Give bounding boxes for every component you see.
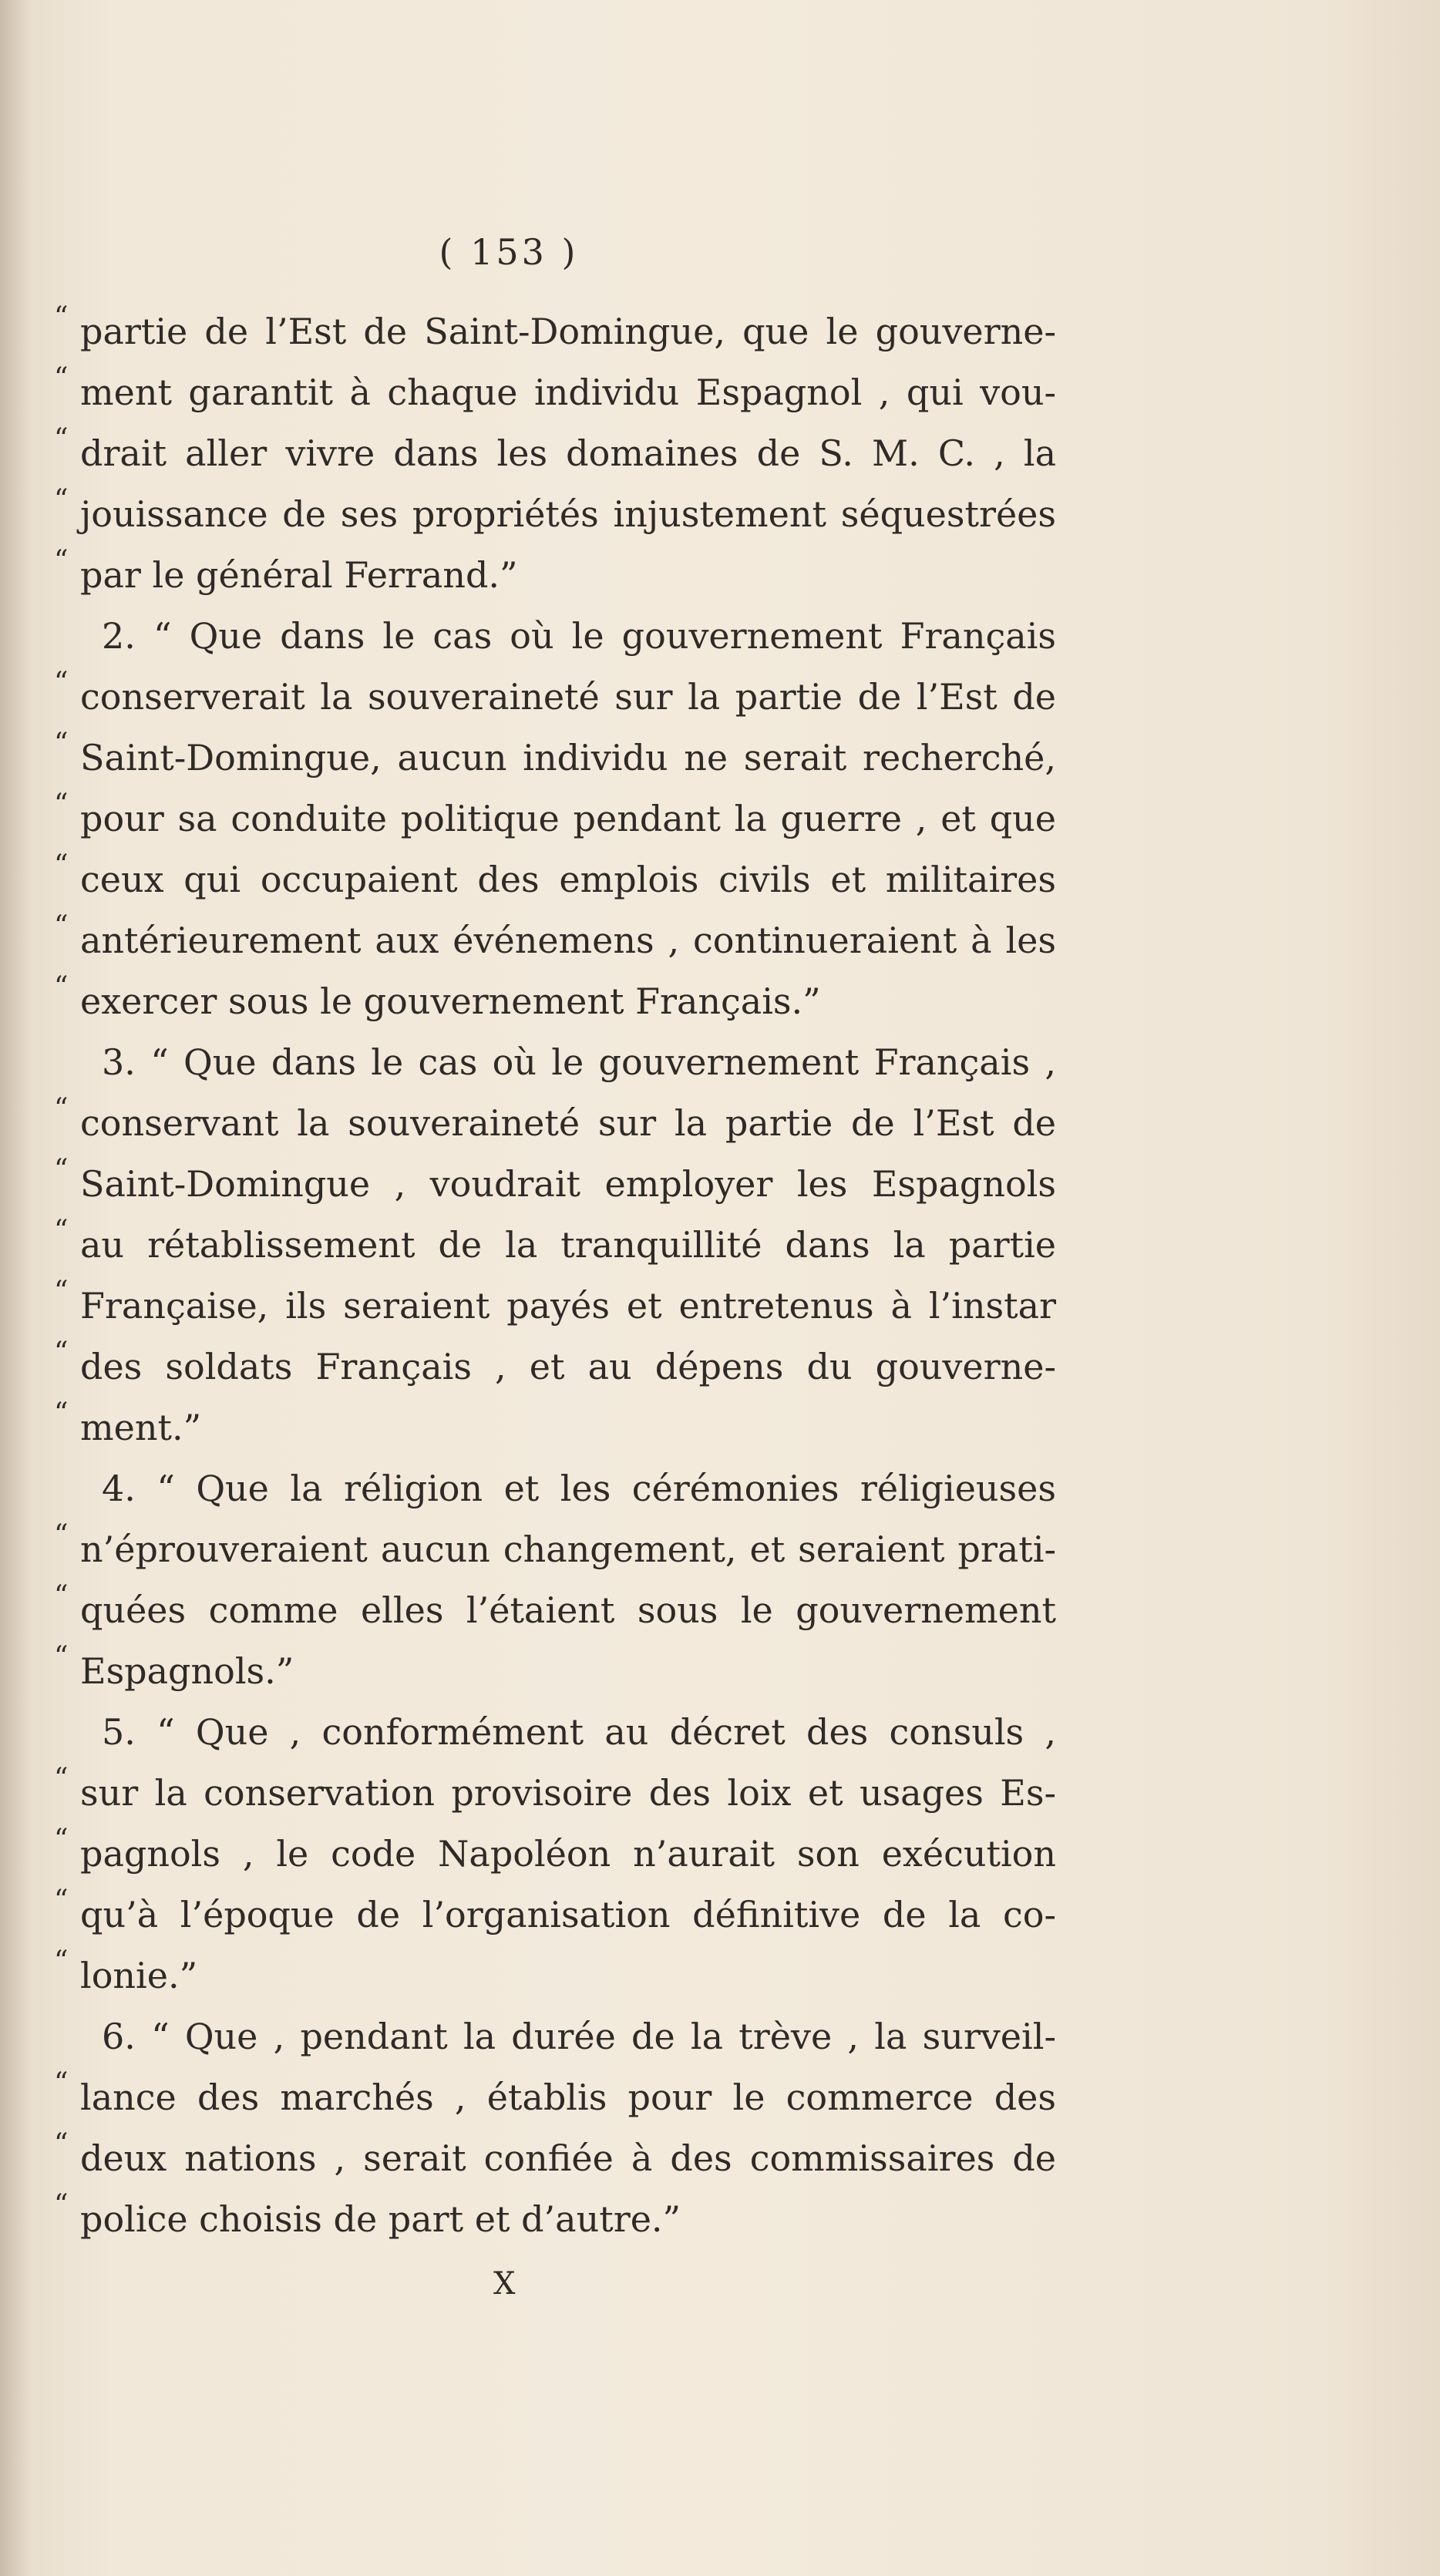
line-text: antérieurement aux événemens , continueraient à les	[80, 919, 1056, 961]
line-text: Saint-Domingue, aucun individu ne serait recherché,	[80, 736, 1056, 779]
line-text: pour sa conduite politique pendant la guerre , et que	[80, 797, 1056, 839]
quote-mark: “	[54, 1641, 69, 1673]
quote-mark: “	[54, 2067, 69, 2099]
quote-mark: “	[54, 910, 69, 942]
line-text: Espagnols.”	[80, 1650, 294, 1692]
line-text: Saint-Domingue , voudrait employer les Espagnols	[80, 1162, 1056, 1205]
quote-mark: “	[54, 789, 69, 820]
line-text: par le général Ferrand.”	[80, 553, 518, 596]
text-line	[54, 1579, 1056, 1640]
quote-mark: “	[54, 1093, 69, 1125]
quote-mark: “	[54, 1945, 69, 1977]
quote-mark	[54, 1031, 72, 1034]
text-line	[54, 301, 1056, 362]
text-line	[54, 2067, 1056, 2127]
line-text: Française, ils seraient payés et entretenus à l’instar	[80, 1284, 1056, 1327]
line-text: des soldats Français , et au dépens du gouverne-	[80, 1345, 1056, 1387]
page-number: ( 153 )	[439, 231, 579, 273]
quote-mark: “	[54, 1397, 69, 1429]
page-edge-shadow	[0, 0, 31, 2576]
line-text: qu’à l’époque de l’organisation définitive de la co-	[80, 1893, 1056, 1935]
text-line	[54, 1214, 1056, 1275]
quote-mark: “	[54, 423, 69, 455]
text-line	[54, 1092, 1056, 1153]
quote-mark	[54, 605, 72, 608]
quote-mark: “	[54, 1824, 69, 1855]
quote-mark: “	[54, 2189, 69, 2221]
quote-mark: “	[54, 484, 69, 516]
line-text: jouissance de ses propriétés injustement séquestrées	[80, 493, 1056, 535]
text-line	[54, 362, 1056, 422]
quote-mark	[54, 1701, 72, 1704]
text-line	[54, 422, 1056, 483]
quote-mark	[54, 2006, 72, 2009]
text-line	[54, 849, 1056, 910]
quote-mark: “	[54, 1154, 69, 1185]
signature-mark: X	[493, 2266, 517, 2302]
line-text: partie de l’Est de Saint-Domingue, que le gouverne-	[80, 310, 1056, 352]
line-text: lonie.”	[80, 1954, 198, 1996]
line-text: 2. “ Que dans le cas où le gouvernement Français	[102, 614, 1056, 657]
line-text: quées comme elles l’étaient sous le gouvernement	[80, 1589, 1056, 1631]
line-text: exercer sous le gouvernement Français.”	[80, 980, 821, 1022]
quote-mark: “	[54, 1580, 69, 1612]
text-line	[54, 1397, 1056, 1458]
line-text: 4. “ Que la réligion et les cérémonies réligieuses	[102, 1467, 1056, 1509]
line-text: lance des marchés , établis pour le commerce des	[80, 2076, 1056, 2118]
line-text: conserverait la souveraineté sur la partie de l’Est de	[80, 675, 1056, 718]
line-text: ceux qui occupaient des emplois civils et militaires	[80, 858, 1056, 900]
quote-mark: “	[54, 1337, 69, 1368]
line-text: ment.”	[80, 1406, 202, 1448]
quote-mark: “	[54, 1276, 69, 1307]
text-line	[54, 1336, 1056, 1397]
text-line	[54, 1762, 1056, 1823]
line-text: pagnols , le code Napoléon n’aurait son exécution	[80, 1832, 1056, 1875]
text-line	[54, 1823, 1056, 1884]
text-line	[54, 2127, 1056, 2188]
text-line	[54, 1275, 1056, 1336]
text-line	[54, 1701, 1056, 1762]
line-text: drait aller vivre dans les domaines de S. M. C. , la	[80, 432, 1056, 474]
text-line	[54, 788, 1056, 849]
quote-mark: “	[54, 728, 69, 759]
line-text: 6. “ Que , pendant la durée de la trève , la surveil-	[102, 2015, 1056, 2057]
text-line	[54, 1640, 1056, 1701]
text-line	[54, 1945, 1056, 2006]
line-text: conservant la souveraineté sur la partie de l’Est de	[80, 1101, 1056, 1144]
line-text: 5. “ Que , conformément au décret des consuls ,	[102, 1710, 1056, 1753]
text-line	[54, 483, 1056, 544]
line-text: deux nations , serait confiée à des commissaires de	[80, 2137, 1056, 2179]
text-line	[54, 1518, 1056, 1579]
line-text: sur la conservation provisoire des loix et usages Es-	[80, 1771, 1056, 1814]
quote-mark: “	[54, 849, 69, 881]
quote-mark: “	[54, 301, 69, 333]
quote-mark: “	[54, 545, 69, 577]
text-line	[54, 727, 1056, 788]
text-line	[54, 1458, 1056, 1518]
line-text: n’éprouveraient aucun changement, et seraient prati-	[80, 1528, 1056, 1570]
text-line	[54, 544, 1056, 605]
quote-mark: “	[54, 362, 69, 394]
text-line	[54, 2188, 1056, 2249]
quote-mark: “	[54, 1519, 69, 1551]
quote-mark: “	[54, 2128, 69, 2160]
line-text: au rétablissement de la tranquillité dans la partie	[80, 1223, 1056, 1266]
quote-mark: “	[54, 971, 69, 1003]
quote-mark	[54, 1458, 72, 1461]
line-text: police choisis de part et d’autre.”	[80, 2198, 681, 2240]
text-line	[54, 1031, 1056, 1092]
text-line	[54, 666, 1056, 727]
line-text: 3. “ Que dans le cas où le gouvernement Français ,	[102, 1041, 1056, 1083]
text-line	[54, 970, 1056, 1031]
text-line	[54, 910, 1056, 970]
text-line	[54, 605, 1056, 666]
quote-mark: “	[54, 1215, 69, 1246]
quote-mark: “	[54, 1763, 69, 1794]
text-line	[54, 1884, 1056, 1945]
text-line	[54, 2006, 1056, 2067]
line-text: ment garantit à chaque individu Espagnol , qui vou-	[80, 371, 1056, 413]
quote-mark: “	[54, 1885, 69, 1916]
body-text	[54, 301, 1056, 2249]
text-line	[54, 1153, 1056, 1214]
quote-mark: “	[54, 667, 69, 698]
